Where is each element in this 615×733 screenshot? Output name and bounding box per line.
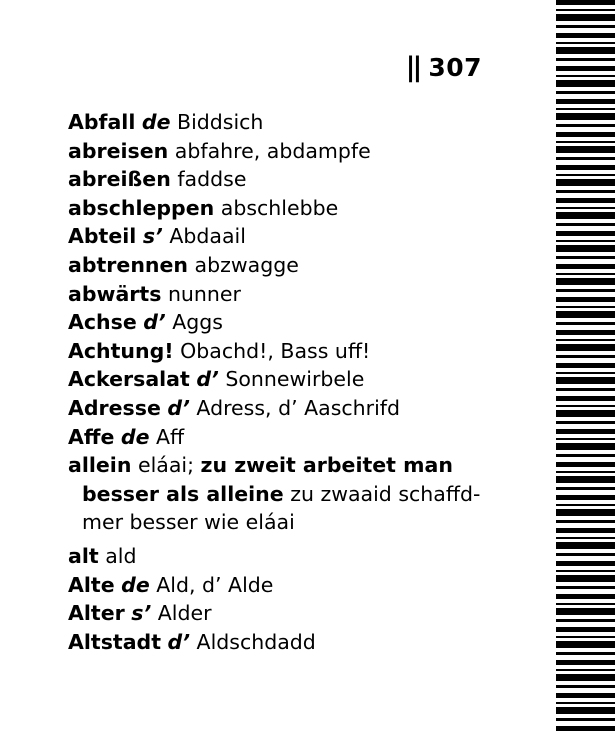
- dictionary-entry: [68, 251, 488, 280]
- entry-gloss: Biddsich: [177, 110, 264, 134]
- entry-gender: d’: [196, 367, 219, 392]
- dictionary-entry: [68, 423, 488, 452]
- entry-gender: de: [120, 424, 150, 449]
- dictionary-entry: [68, 222, 488, 251]
- dictionary-entry: [68, 308, 488, 337]
- entry-headword: Altstadt: [68, 629, 162, 654]
- entry-list: [68, 108, 488, 656]
- dictionary-entry: [68, 137, 488, 166]
- entry-headword: Abteil: [68, 224, 137, 249]
- entry-gender: s’: [142, 224, 163, 249]
- entry-gender: d’: [167, 629, 191, 654]
- entry-gloss: Aff: [156, 424, 185, 449]
- entry-headword: abschleppen: [68, 195, 215, 220]
- entry-headword: abreißen: [68, 167, 171, 192]
- dictionary-entry-allein: [68, 451, 488, 537]
- dictionary-entry: [68, 571, 488, 600]
- entry-gloss: abfahre, abdampfe: [174, 138, 371, 163]
- entry-headword: Achse: [68, 310, 137, 335]
- entry-headword: Abfall: [68, 110, 136, 134]
- entry-gloss: Abdaail: [169, 224, 246, 249]
- dictionary-entry: [68, 542, 488, 571]
- dictionary-entry: [68, 165, 488, 194]
- entry-headword: Alter: [68, 601, 125, 626]
- thumb-index-strip: [548, 0, 615, 733]
- entry-headword: Alte: [68, 572, 115, 597]
- entry-headword: abtrennen: [68, 252, 189, 277]
- entry-phrase-gloss: zu zwaaid schaffd-: [290, 481, 481, 506]
- entry-headword: abwärts: [68, 281, 162, 306]
- dictionary-entry: [68, 337, 488, 366]
- entry-gloss: abschlebbe: [220, 195, 339, 220]
- entry-gloss: Obachd!, Bass uff!: [180, 338, 371, 363]
- page-number: 307: [428, 53, 482, 82]
- entry-phrase-line2: [68, 480, 488, 509]
- entry-gloss: faddse: [177, 167, 247, 192]
- entry-headword: Adresse: [68, 395, 161, 420]
- entry-gender: d’: [143, 310, 166, 335]
- dictionary-entry: [68, 194, 488, 223]
- entry-headword: Achtung!: [68, 338, 174, 363]
- entry-phrase-line1: zu zweit arbeitet man: [200, 453, 453, 478]
- entry-gloss: Sonnewirbele: [225, 367, 365, 392]
- entry-gender: d’: [167, 395, 190, 420]
- entry-gloss: Aggs: [172, 310, 223, 335]
- entry-headword: abreisen: [68, 138, 169, 163]
- entry-gloss: abzwagge: [194, 252, 299, 277]
- entry-gender: s’: [131, 601, 152, 626]
- dictionary-entry: [68, 108, 488, 137]
- entry-phrase-line3: mer besser wie eláai: [82, 510, 295, 535]
- header-rule-mark: ||: [405, 52, 420, 83]
- dictionary-entry: [68, 628, 488, 657]
- entry-headword: Ackersalat: [68, 367, 190, 392]
- entry-headword: alt: [68, 543, 99, 568]
- entry-gloss: Adress, d’ Aaschrifd: [196, 395, 400, 420]
- dictionary-entry: [68, 599, 488, 628]
- entry-gender: de: [141, 110, 171, 134]
- entry-gloss: Ald, d’ Alde: [156, 572, 274, 597]
- page-header: [406, 54, 482, 81]
- entry-gloss: ald: [105, 543, 137, 568]
- dictionary-entry: [68, 365, 488, 394]
- entry-gloss: Alder: [157, 601, 212, 626]
- entry-headword: Affe: [68, 424, 115, 449]
- entry-gloss: eláai;: [137, 453, 194, 478]
- dictionary-entry: [68, 280, 488, 309]
- barcode-pattern: [556, 0, 615, 733]
- entry-gloss: nunner: [167, 281, 241, 306]
- entry-phrase-bold: besser als alleine: [82, 481, 284, 506]
- entry-gloss: Aldschdadd: [196, 629, 316, 654]
- entry-gender: de: [121, 572, 150, 597]
- entry-headword: allein: [68, 453, 132, 478]
- dictionary-entry: [68, 394, 488, 423]
